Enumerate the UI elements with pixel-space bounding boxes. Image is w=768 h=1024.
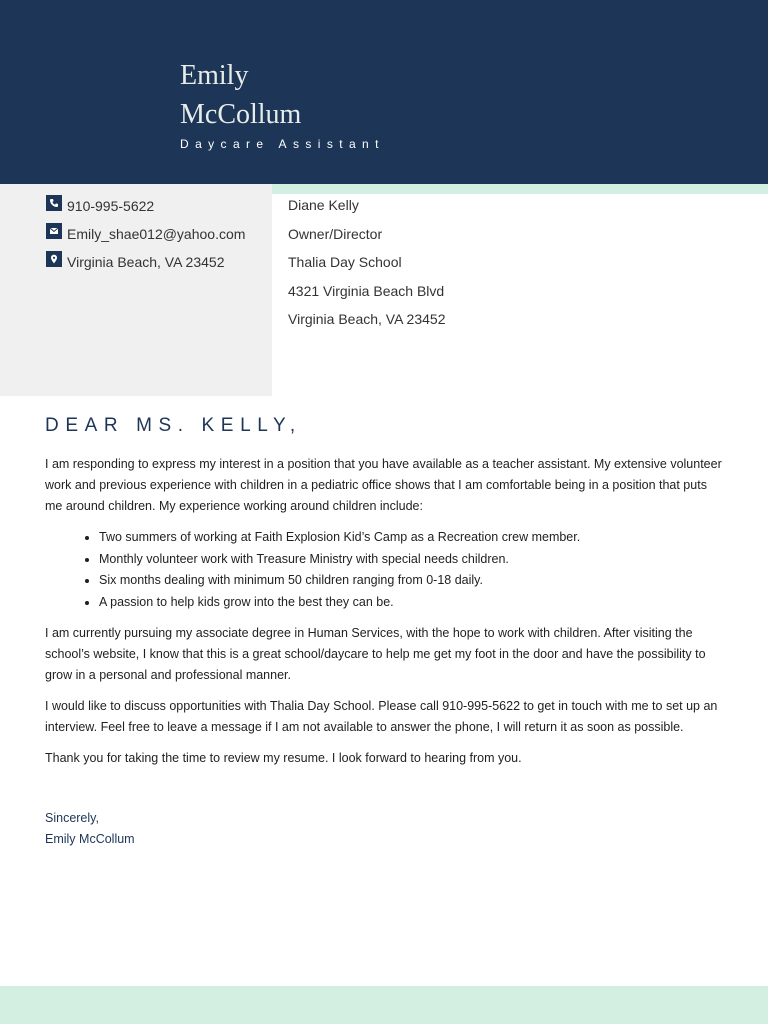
- accent-strip-top: [272, 184, 768, 194]
- contact-email: [46, 226, 245, 242]
- recipient-city: Virginia Beach, VA 23452: [288, 311, 446, 327]
- first-name: Emily: [180, 60, 249, 91]
- last-name: McCollum: [180, 99, 302, 130]
- experience-list: [45, 527, 725, 613]
- header-banner: [0, 0, 768, 184]
- signature-name: Emily McCollum: [45, 832, 135, 846]
- accent-strip-bottom: [0, 986, 768, 1024]
- list-item: • Two summers of working at Faith Explosion Kid’s Camp as a Recreation crew member.: [99, 527, 725, 549]
- recipient-name: Diane Kelly: [288, 197, 359, 213]
- intro-paragraph: I am responding to express my interest in a position that you have available as a teacher assistant. My extensive volunteer work and previous experience with children in a pediatric office shows that I am comfortable being in a position that puts me around children. My experience working around children include:: [45, 457, 722, 513]
- contact-phone: [46, 198, 154, 214]
- job-title: Daycare Assistant: [180, 137, 385, 151]
- letter-body: [45, 454, 725, 779]
- applicant-name: [180, 56, 301, 134]
- salutation: DEAR MS. KELLY,: [45, 415, 302, 436]
- phone-icon: [46, 195, 62, 211]
- phone-number[interactable]: 910-995-5622: [67, 198, 155, 214]
- recipient-address-block: [288, 195, 446, 338]
- list-item: • Monthly volunteer work with Treasure Ministry with special needs children.: [99, 549, 725, 571]
- contact-panel: [0, 184, 272, 396]
- list-item: • A passion to help kids grow into the best they can be.: [99, 592, 725, 614]
- location-text: Virginia Beach, VA 23452: [67, 254, 225, 270]
- contact-request-paragraph: I would like to discuss opportunities with Thalia Day School. Please call 910-995-5622 to get in touch with me to set up an interview. Feel free to leave a message if I am not available to answer the phone, I will return it as soon as possible.: [45, 699, 718, 734]
- location-pin-icon: [46, 251, 62, 267]
- email-address[interactable]: Emily_shae012@yahoo.com: [67, 226, 246, 242]
- recipient-role: Owner/Director: [288, 225, 383, 242]
- contact-location: [46, 254, 225, 270]
- recipient-street: 4321 Virginia Beach Blvd: [288, 282, 445, 299]
- education-paragraph: I am currently pursuing my associate degree in Human Services, with the hope to work with children. After visiting the school’s website, I know that this is a great school/daycare to help me get my foot in the door and have the possibility to grow in a personal and professional manner.: [45, 626, 706, 682]
- recipient-organization: Thalia Day School: [288, 254, 402, 270]
- list-item: • Six months dealing with minimum 50 children ranging from 0-18 daily.: [99, 570, 725, 592]
- closing-block: [45, 808, 135, 850]
- closing-salutation: Sincerely,: [45, 811, 99, 825]
- thank-you-paragraph: Thank you for taking the time to review my resume. I look forward to hearing from you.: [45, 751, 522, 765]
- mail-icon: [46, 223, 62, 239]
